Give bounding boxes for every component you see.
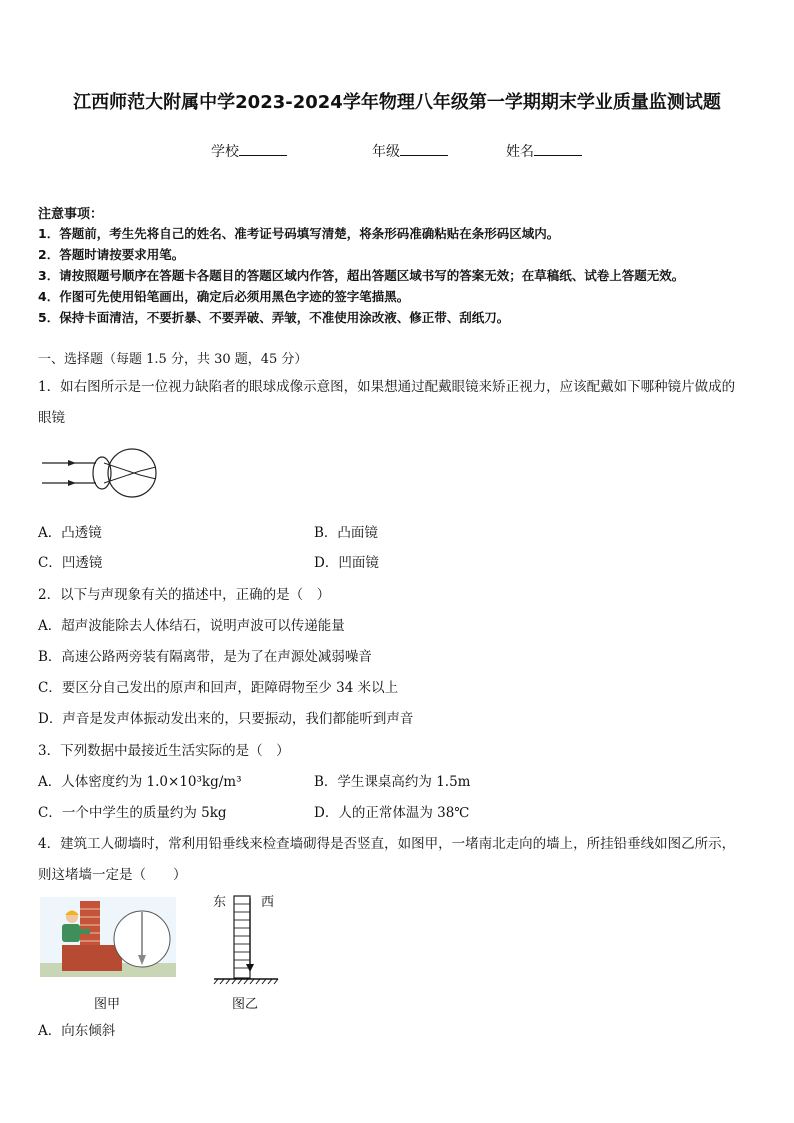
q1-option-c: C．凹透镜 (38, 555, 103, 571)
q2-stem: 2．以下与声现象有关的描述中，正确的是（ ） (38, 587, 331, 603)
note-item: 4．作图可先使用铅笔画出，确定后必须用黑色字迹的签字笔描黑。 (38, 289, 410, 304)
note-item: 2．答题时请按要求用笔。 (38, 247, 185, 262)
worker-arm (76, 929, 90, 934)
figure-b-east-label: 东 (213, 895, 227, 910)
q1-option-b: B．凸面镜 (314, 525, 378, 541)
q3-option-b: B．学生课桌高约为 1.5m (314, 774, 471, 790)
arrow-head-top (68, 460, 76, 466)
q1-option-a: A．凸透镜 (38, 525, 102, 541)
page-title: 江西师范大附属中学2023-2024学年物理八年级第一学期期末学业质量监测试题 (73, 92, 721, 113)
school-label: 学校 (211, 144, 239, 160)
figure-a-caption: 图甲 (94, 997, 121, 1012)
q3-option-a: A．人体密度约为 1.0×10³kg/m³ (38, 774, 242, 790)
arrow-head-bottom (68, 480, 76, 486)
q1-stem-line2: 眼镜 (38, 410, 65, 426)
q2-option-a: A．超声波能除去人体结石，说明声波可以传递能量 (38, 618, 345, 634)
q2-option-d: D．声音是发声体振动发出来的，只要振动，我们都能听到声音 (38, 711, 414, 727)
eye-diagram (40, 445, 160, 501)
refracted-ray-bottom (104, 471, 140, 483)
school-blank (239, 143, 287, 156)
figure-b-west-label: 西 (261, 895, 275, 910)
q3-option-c: C．一个中学生的质量约为 5kg (38, 805, 227, 821)
grade-label: 年级 (372, 144, 400, 160)
note-item: 1．答题前，考生先将自己的姓名、准考证号码填写清楚，将条形码准确粘贴在条形码区域内。 (38, 226, 560, 241)
q4-stem-line1: 4．建筑工人砌墙时，常利用铅垂线来检查墙砌得是否竖直，如图甲，一堵南北走向的墙上，所挂铅垂线如图乙所示， (38, 836, 736, 852)
diverging-ray-top (140, 475, 156, 479)
q1-stem-line1: 1．如右图所示是一位视力缺陷者的眼球成像示意图，如果想通过配戴眼镜来矫正视力，应该配戴如下哪种镜片做成的 (38, 379, 736, 395)
note-item: 3．请按照题号顺序在答题卡各题目的答题区域内作答，超出答题区域书写的答案无效；在草稿纸、试卷上答题无效。 (38, 268, 685, 283)
eyeball-circle (108, 449, 156, 497)
school-field (211, 141, 287, 161)
figure-b-caption: 图乙 (232, 997, 259, 1012)
q4-option-a: A．向东倾斜 (38, 1023, 116, 1039)
grade-blank (400, 143, 448, 156)
q1-option-d: D．凹面镜 (314, 555, 379, 571)
lower-brick-wall (62, 945, 122, 971)
q4-stem-line2: 则这堵墙一定是（ ） (38, 867, 187, 883)
q3-stem: 3．下列数据中最接近生活实际的是（ ） (38, 743, 290, 759)
q2-option-c: C．要区分自己发出的原声和回声，距障碍物至少 34 米以上 (38, 680, 399, 696)
q2-option-b: B．高速公路两旁装有隔离带，是为了在声源处减弱噪音 (38, 649, 372, 665)
note-item: 5．保持卡面清洁，不要折暴、不要弄破、弄皱，不准使用涂改液、修正带、刮纸刀。 (38, 310, 510, 325)
name-blank (534, 143, 582, 156)
grade-field (372, 141, 448, 161)
name-field (506, 141, 582, 161)
diverging-ray-bottom (140, 467, 156, 471)
name-label: 姓名 (506, 144, 534, 160)
figure-b-wall-diagram (210, 892, 282, 988)
section-heading: 一、选择题（每题 1.5 分，共 30 题，45 分） (38, 352, 308, 367)
figure-a-worker-wall (40, 897, 176, 977)
notes-heading: 注意事项： (38, 207, 104, 222)
q3-option-d: D．人的正常体温为 38℃ (314, 805, 470, 821)
